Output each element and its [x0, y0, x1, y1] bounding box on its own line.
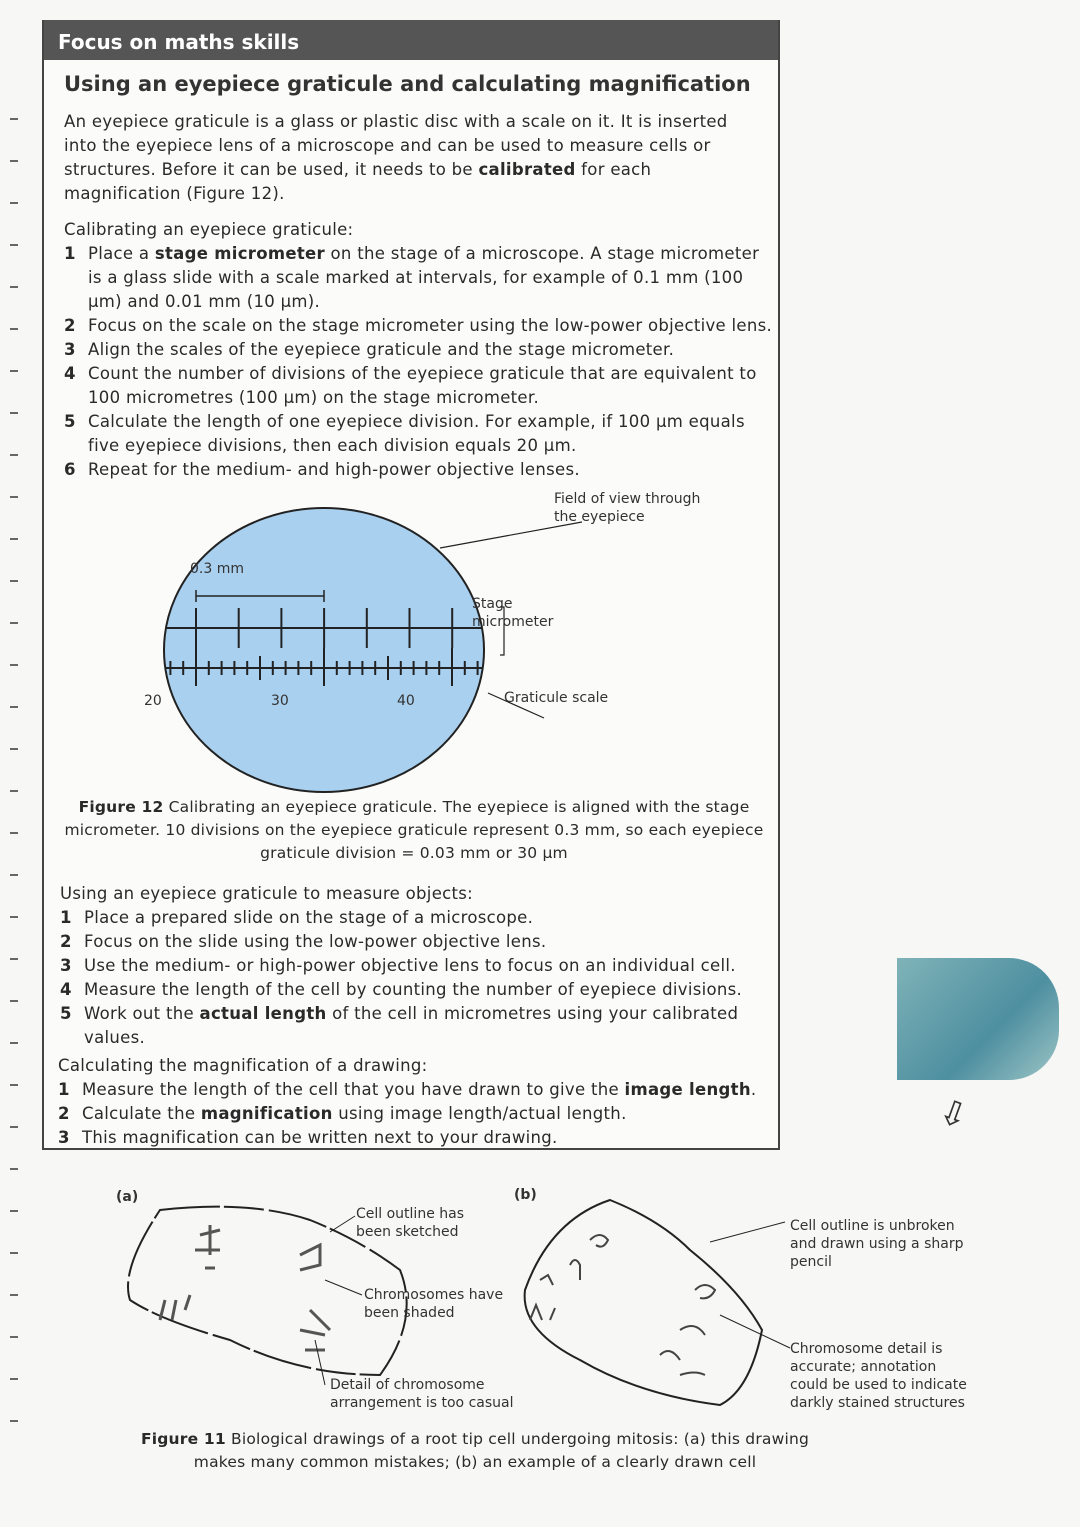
measuring-heading: Using an eyepiece graticule to measure objects:	[60, 884, 474, 903]
step-number: 4	[64, 364, 76, 383]
margin-dash	[10, 244, 18, 246]
step-text: Work out the	[84, 1004, 200, 1023]
list-item	[64, 410, 774, 458]
list-item	[58, 1126, 773, 1150]
margin-dash	[10, 1042, 18, 1044]
intro-text: An eyepiece graticule is a glass or plastic disc with a scale on it. It is inserted into the eyepiece lens of a microscope and can be used to measure cells or structures. Before it can be used, it needs to be	[64, 112, 728, 179]
margin-dash	[10, 1420, 18, 1422]
arrow-icon: ⇧	[934, 1088, 975, 1136]
stage-micrometer-label: Stage micrometer	[472, 596, 554, 630]
margin-dash	[10, 370, 18, 372]
step-text: Focus on the slide using the low-power objective lens.	[84, 932, 547, 951]
step-text-end: using image length/actual length.	[332, 1104, 627, 1123]
margin-dash	[10, 1210, 18, 1212]
step-text: Count the number of divisions of the eyepiece graticule that are equivalent to 100 micrometres (100 µm) on the stage micrometer.	[88, 364, 757, 407]
margin-dash	[10, 1000, 18, 1002]
magnification-heading: Calculating the magnification of a drawing:	[58, 1056, 428, 1075]
step-text: Measure the length of the cell by counting the number of eyepiece divisions.	[84, 980, 743, 999]
margin-dash	[10, 1336, 18, 1338]
step-text: Use the medium- or high-power objective lens to focus on an individual cell.	[84, 956, 736, 975]
step-text: Focus on the scale on the stage micrometer using the low-power objective lens.	[88, 316, 773, 335]
margin-dash	[10, 664, 18, 666]
step-bold: magnification	[200, 1104, 333, 1123]
margin-dash	[10, 1378, 18, 1380]
figure-11-caption-text: Biological drawings of a root tip cell undergoing mitosis: (a) this drawing makes many common mistakes; (b) an example of a clearly drawn cell	[193, 1430, 810, 1471]
label-detail-too-casual: Detail of chromosome arrangement is too casual	[330, 1377, 514, 1411]
margin-dash	[10, 748, 18, 750]
intro-bold: calibrated	[478, 160, 576, 179]
cell-outline-b	[525, 1200, 762, 1405]
margin-dash	[10, 1084, 18, 1086]
figure-11-caption	[120, 1428, 830, 1474]
intro-text-end: for each magnification (Figure 12).	[64, 160, 652, 203]
margin-dash	[10, 832, 18, 834]
root-tip-photo	[897, 958, 1059, 1080]
figure-12-diagram	[104, 490, 744, 820]
list-item	[64, 314, 774, 338]
step-text: Repeat for the medium- and high-power objective lenses.	[88, 460, 580, 479]
tick-20: 20	[144, 693, 162, 709]
calibrating-heading: Calibrating an eyepiece graticule:	[64, 220, 354, 239]
step-text: Place a	[88, 244, 155, 263]
panel-a-label: (a)	[116, 1189, 139, 1205]
step-number: 3	[64, 340, 76, 359]
step-text-end: of the cell in micrometres using your calibrated values.	[84, 1004, 739, 1047]
list-item	[60, 978, 770, 1002]
margin-dash	[10, 328, 18, 330]
margin-dash	[10, 790, 18, 792]
section-title: Using an eyepiece graticule and calculating magnification	[64, 72, 751, 96]
graticule-scale-label: Graticule scale	[504, 690, 609, 706]
step-text: Calculate the length of one eyepiece division. For example, if 100 µm equals five eyepiece divisions, then each division equals 20 µm.	[88, 412, 745, 455]
list-item	[64, 458, 774, 482]
margin-dash	[10, 160, 18, 162]
list-item	[64, 242, 774, 314]
magnification-steps	[58, 1078, 773, 1150]
list-item	[58, 1078, 773, 1102]
calibrating-section	[64, 218, 774, 482]
figure-12-number: Figure 12	[78, 798, 164, 816]
step-text: Place a prepared slide on the stage of a microscope.	[84, 908, 534, 927]
measuring-section	[60, 882, 770, 1050]
figure-12-caption	[64, 796, 764, 865]
margin-dash	[10, 1126, 18, 1128]
measuring-steps	[60, 906, 770, 1050]
margin-dash	[10, 958, 18, 960]
step-number: 2	[60, 932, 72, 951]
margin-dash	[10, 1252, 18, 1254]
tick-40: 40	[397, 693, 415, 709]
step-number: 1	[60, 908, 72, 927]
margin-dash	[10, 202, 18, 204]
figure-12-caption-text: Calibrating an eyepiece graticule. The eyepiece is aligned with the stage micrometer. 10 divisions on the eyepiece graticule represent 0.3 mm, so each eyepiece graticule division = 0.03 mm or 30 µm	[64, 798, 764, 862]
calibrating-steps	[64, 242, 774, 482]
box-header: Focus on maths skills	[44, 20, 778, 60]
step-text-end: .	[750, 1080, 757, 1099]
margin-dash	[10, 622, 18, 624]
step-bold: image length	[624, 1080, 751, 1099]
step-number: 5	[64, 412, 76, 431]
margin-dash	[10, 874, 18, 876]
list-item	[60, 930, 770, 954]
list-item	[58, 1102, 773, 1126]
step-number: 1	[58, 1080, 70, 1099]
intro-paragraph	[64, 110, 754, 206]
step-number: 3	[58, 1128, 70, 1147]
margin-dash	[10, 496, 18, 498]
maths-skills-box	[42, 20, 780, 1150]
margin-dash	[10, 454, 18, 456]
margin-dash	[10, 1168, 18, 1170]
magnification-section	[58, 1054, 773, 1150]
list-item	[60, 906, 770, 930]
field-of-view-label: Field of view through the eyepiece	[554, 491, 701, 525]
step-text: This magnification can be written next to your drawing.	[82, 1128, 558, 1147]
list-item	[60, 954, 770, 978]
step-number: 2	[64, 316, 76, 335]
label-outline-unbroken: Cell outline is unbroken and drawn using a sharp pencil	[790, 1218, 964, 1270]
margin-dash	[10, 286, 18, 288]
tick-30: 30	[271, 693, 289, 709]
label-chromosome-detail: Chromosome detail is accurate; annotation could be used to indicate darkly stained structures	[790, 1341, 967, 1411]
step-text: Measure the length of the cell that you have drawn to give the	[82, 1080, 625, 1099]
list-item	[60, 1002, 770, 1050]
step-number: 4	[60, 980, 72, 999]
margin-dash	[10, 916, 18, 918]
step-number: 3	[60, 956, 72, 975]
label-cell-outline-sketched: Cell outline has been sketched	[356, 1206, 465, 1240]
list-item	[64, 362, 774, 410]
margin-dash	[10, 118, 18, 120]
step-bold: actual length	[199, 1004, 327, 1023]
figure-11-number: Figure 11	[140, 1430, 226, 1448]
step-bold: stage micrometer	[154, 244, 325, 263]
label-chromosomes-shaded: Chromosomes have been shaded	[364, 1287, 504, 1321]
margin-dash	[10, 1294, 18, 1296]
step-number: 6	[64, 460, 76, 479]
margin-dash	[10, 706, 18, 708]
step-number: 5	[60, 1004, 72, 1023]
margin-dash	[10, 412, 18, 414]
step-text-end: on the stage of a microscope. A stage micrometer is a glass slide with a scale marked at intervals, for example of 0.1 mm (100 µm) and 0.01 mm (10 µm).	[88, 244, 760, 311]
margin-dash	[10, 580, 18, 582]
step-text: Calculate the	[82, 1104, 201, 1123]
list-item	[64, 338, 774, 362]
step-text: Align the scales of the eyepiece graticule and the stage micrometer.	[88, 340, 675, 359]
step-number: 2	[58, 1104, 70, 1123]
panel-b-label: (b)	[514, 1187, 537, 1203]
margin-dash	[10, 538, 18, 540]
step-number: 1	[64, 244, 76, 263]
scale-bar-label: 0.3 mm	[190, 561, 244, 577]
